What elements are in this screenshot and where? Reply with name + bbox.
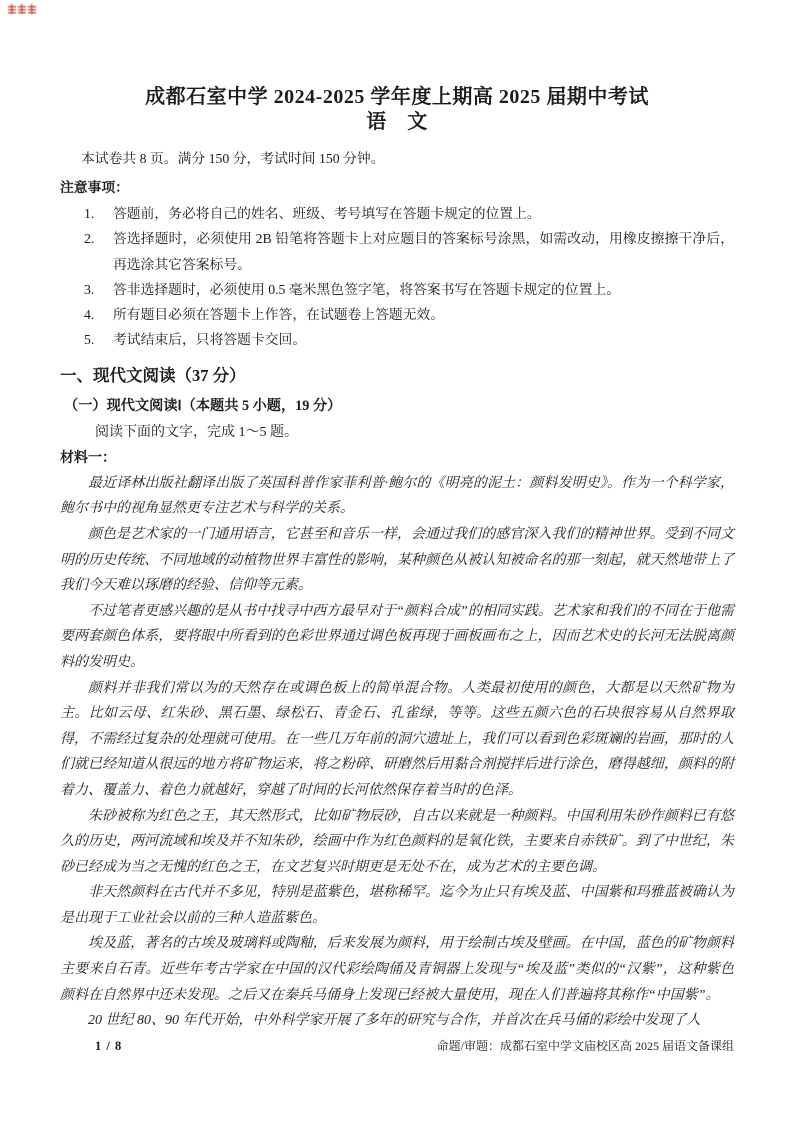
- notice-number: 2.: [84, 231, 95, 247]
- passage-paragraph: 颜色是艺术家的一门通用语言，它甚至和音乐一样，会通过我们的感官深入我们的精神世界。受到不同文明的历史传统、不同地域的动植物世界丰富性的影响，某种颜色从被认知被命名的那一刻起，就天然地带上了我们今天难以琢磨的经验、信仰等元素。: [60, 526, 734, 594]
- notice-text: 考试结束后，只将答题卡交回。: [113, 332, 307, 348]
- notice-list: [84, 201, 734, 353]
- notice-text: 答选择题时，必须使用 2B 铅笔将答题卡上对应题目的答案标号涂黑，如需改动，用橡皮擦擦干净后，再选涂其它答案标号。: [113, 231, 734, 272]
- notice-number: 4.: [84, 307, 95, 323]
- passage-paragraph: 20 世纪 80、90 年代开始，中外科学家开展了多年的研究与合作，并首次在兵马俑的彩绘中发现了人: [88, 1013, 701, 1029]
- notice-number: 3.: [84, 281, 95, 297]
- passage-paragraph: 颜料并非我们常以为的天然存在或调色板上的简单混合物。人类最初使用的颜色，大都是以天然矿物为主。比如云母、红朱砂、黑石墨、绿松石、青金石、孔雀绿，等等。这些五颜六色的石块很容易从自然界取得，不需经过复杂的处理就可使用。在一些几万年前的洞穴遗址上，我们可以看到色彩斑斓的岩画，那时的人们就已经知道从很远的地方将矿物运来，将之粉碎、研磨然后用黏合剂搅拌后进行涂色，磨得越细，颜料的附着力、覆盖力、着色力就越好，穿越了时间的长河依然保存着当时的色泽。: [60, 680, 734, 798]
- notice-item: [84, 327, 734, 352]
- footer-attribution: 命题/审题：成都石室中学文庙校区高 2025 届语文备课组: [436, 1039, 734, 1053]
- passage-paragraph: 非天然颜料在古代并不多见，特别是蓝紫色，堪称稀罕。迄今为止只有埃及蓝、中国紫和玛雅蓝被确认为是出现于工业社会以前的三种人造蓝紫色。: [60, 885, 734, 926]
- notice-heading: 注意事项：: [60, 180, 129, 195]
- reading-instruction: 阅读下面的文字，完成 1～5 题。: [95, 424, 298, 440]
- page-footer: [60, 1037, 734, 1055]
- notice-item: [84, 302, 734, 327]
- notice-text: 所有题目必须在答题卡上作答，在试题卷上答题无效。: [113, 307, 445, 323]
- notice-item: [84, 226, 734, 277]
- material-one-label: 材料一：: [60, 450, 116, 466]
- passage-paragraph: 朱砂被称为红色之王，其天然形式，比如矿物辰砂，自古以来就是一种颜料。中国利用朱砂作颜料已有悠久的历史，两河流域和埃及并不知朱砂，绘画中作为红色颜料的是氧化铁，主要来自赤铁矿。到了中世纪，朱砂已经成为当之无愧的红色之王，在文艺复兴时期更是无处不在，成为艺术的主要色调。: [60, 808, 734, 875]
- reading-passage: [60, 471, 734, 1034]
- notice-text: 答非选择题时，必须使用 0.5 毫米黑色签字笔，将答案书写在答题卡规定的位置上。: [113, 281, 621, 297]
- notice-number: 5.: [84, 332, 95, 348]
- passage-paragraph: 不过笔者更感兴趣的是从书中找寻中西方最早对于“颜料合成”的相同实践。艺术家和我们的不同在于他需要两套颜色体系，要将眼中所看到的色彩世界通过调色板再现于画板画布之上，因而艺术史的长河无法脱离颜料的发明史。: [60, 603, 734, 670]
- notice-item: [84, 277, 734, 302]
- notice-text: 答题前，务必将自己的姓名、班级、考号填写在答题卡规定的位置上。: [113, 206, 541, 221]
- passage-paragraph: 埃及蓝，著名的古埃及玻璃料或陶釉，后来发展为颜料，用于绘制古埃及壁画。在中国，蓝色的矿物颜料主要来自石青。近些年考古学家在中国的汉代彩绘陶俑及青铜器上发现与“埃及蓝”类似的“汉紫”，这种紫色颜料在自然界中还未发现。之后又在秦兵马俑身上发现已经被大量使用，现在人们普遍将其称作“中国紫”。: [60, 936, 734, 1003]
- page-content: [60, 0, 734, 1034]
- subject-title: 语 文: [366, 111, 428, 133]
- exam-title: 成都石室中学 2024-2025 学年度上期高 2025 届期中考试: [145, 86, 649, 108]
- subsection-heading-reading-1: （一）现代文阅读Ⅰ（本题共 5 小题，19 分）: [64, 397, 342, 414]
- notice-number: 1.: [84, 206, 95, 221]
- passage-paragraph: 最近译林出版社翻译出版了英国科普作家菲利普·鲍尔的《明亮的泥土：颜料发明史》。作为一个科学家，鲍尔书中的视角显然更专注艺术与科学的关系。: [60, 475, 734, 517]
- title-block: [60, 0, 734, 135]
- red-watermark: [8, 4, 36, 15]
- notice-item: [84, 201, 734, 226]
- page-number: 1 / 8: [95, 1039, 123, 1053]
- section-heading-modern-reading: 一、现代文阅读（37 分）: [60, 365, 246, 385]
- exam-info: 本试卷共 8 页。满分 150 分，考试时间 150 分钟。: [81, 151, 385, 166]
